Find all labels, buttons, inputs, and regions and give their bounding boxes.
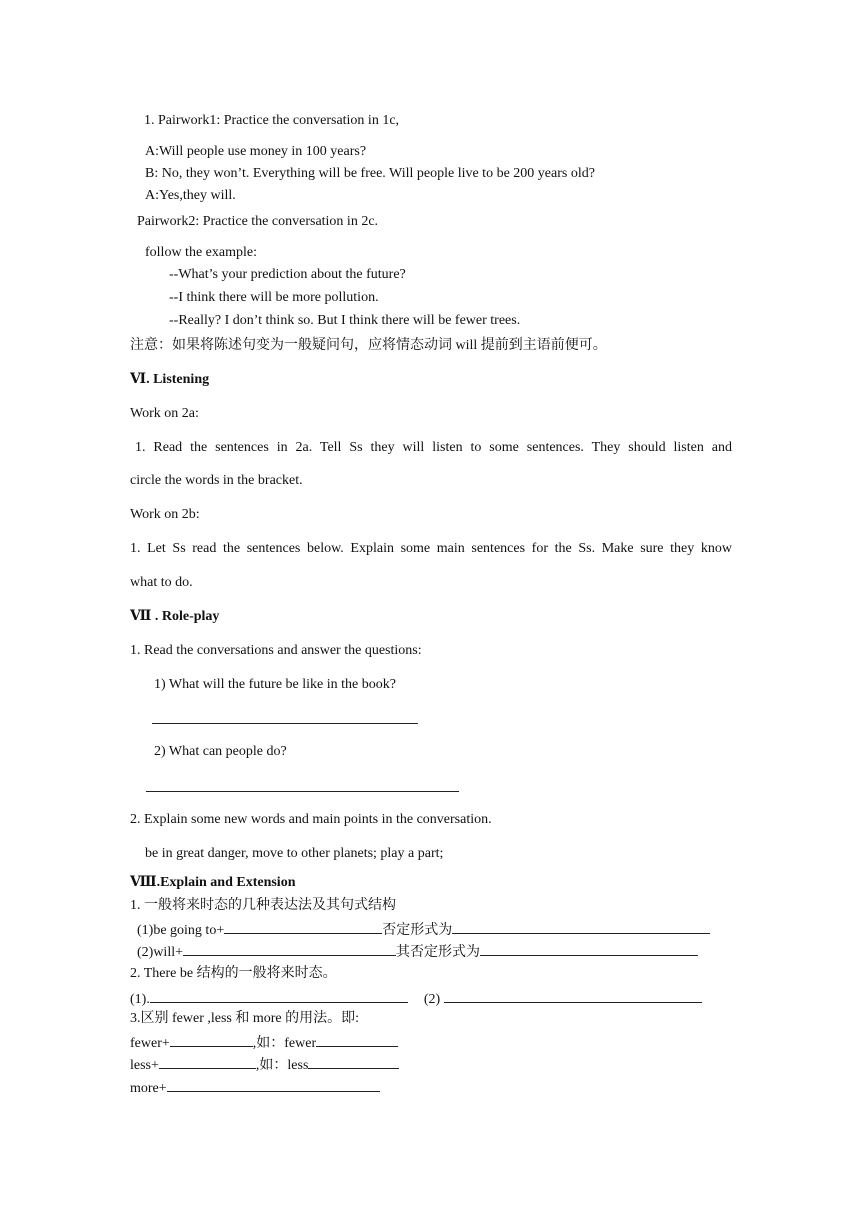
explain-item-1a (137, 920, 710, 940)
blank-less[interactable] (159, 1055, 256, 1069)
blank-1b-neg[interactable] (480, 942, 698, 956)
example-line-1: --What’s your prediction about the future? (169, 267, 406, 282)
negative-form-label-2: 其否定形式为 (396, 945, 480, 960)
answer-line-2[interactable] (146, 791, 459, 792)
explain-item-2-blanks (130, 989, 702, 1009)
blank-less-example[interactable] (308, 1055, 399, 1069)
roleplay-para-2: 2. Explain some new words and main points in the conversation. (130, 812, 492, 827)
blank-2b[interactable] (444, 989, 702, 1003)
dialogue-b1: B: No, they won’t. Everything will be free. Will people live to be 200 years old? (145, 166, 595, 181)
fewer-example-label: ,如：fewer (252, 1036, 317, 1051)
blank-fewer[interactable] (170, 1033, 253, 1047)
fewer-label: fewer+ (130, 1036, 170, 1051)
example-line-2: --I think there will be more pollution. (169, 290, 379, 305)
blank-2-label-1: (1). (130, 992, 150, 1007)
more-line (130, 1078, 380, 1098)
blank-1a-neg[interactable] (452, 920, 710, 934)
explain-item-2: 2. There be 结构的一般将来时态。 (130, 966, 337, 981)
fewer-line (130, 1033, 398, 1053)
explain-item-1: 1. 一般将来时态的几种表达法及其句式结构 (130, 898, 396, 913)
blank-1b[interactable] (183, 942, 396, 956)
less-line (130, 1055, 399, 1075)
blank-more[interactable] (167, 1078, 380, 1092)
blank-2a[interactable] (150, 989, 408, 1003)
blank-2-label-2: (2) (423, 992, 441, 1007)
answer-line-1[interactable] (152, 723, 418, 724)
roleplay-heading: Ⅶ . Role-play (130, 609, 220, 624)
dialogue-a1: A:Will people use money in 100 years? (145, 144, 367, 159)
example-line-3: --Really? I don’t think so. But I think there will be fewer trees. (169, 313, 521, 328)
listening-para-2: 1. Let Ss read the sentences below. Explain some main sentences for the Ss. Make sure they know (130, 541, 732, 556)
less-label: less+ (130, 1058, 159, 1073)
pairwork2-line: Pairwork2: Practice the conversation in 2c. (137, 214, 379, 229)
listening-para-1-cont: circle the words in the bracket. (130, 473, 303, 488)
be-going-to-label: (1)be going to+ (137, 923, 225, 938)
follow-example: follow the example: (145, 245, 257, 260)
dialogue-a2: A:Yes,they will. (145, 188, 236, 203)
explain-item-3: 3.区别 fewer ,less 和 more 的用法。即: (130, 1011, 360, 1026)
less-example-label: ,如：less (255, 1058, 309, 1073)
question-1: 1) What will the future be like in the book? (154, 677, 396, 692)
more-label: more+ (130, 1081, 167, 1096)
roleplay-points: be in great danger, move to other planets; play a part; (145, 846, 444, 861)
explain-item-1b (137, 942, 698, 962)
listening-heading: Ⅵ. Listening (130, 372, 210, 387)
listening-para-2-cont: what to do. (130, 575, 193, 590)
blank-1a[interactable] (224, 920, 382, 934)
question-2: 2) What can people do? (154, 744, 287, 759)
blank-fewer-example[interactable] (316, 1033, 398, 1047)
explain-heading: Ⅷ.Explain and Extension (130, 875, 296, 890)
note-line: 注意：如果将陈述句变为一般疑问句，应将情态动词 will 提前到主语前便可。 (130, 338, 607, 353)
listening-para-1: 1. Read the sentences in 2a. Tell Ss they will listen to some sentences. They should listen and (135, 440, 732, 455)
negative-form-label: 否定形式为 (382, 923, 453, 938)
work-2a: Work on 2a: (130, 406, 199, 421)
work-2b: Work on 2b: (130, 507, 200, 522)
pairwork1-line: 1. Pairwork1: Practice the conversation in 1c, (144, 113, 400, 128)
roleplay-intro: 1. Read the conversations and answer the questions: (130, 643, 422, 658)
will-label: (2)will+ (137, 945, 183, 960)
